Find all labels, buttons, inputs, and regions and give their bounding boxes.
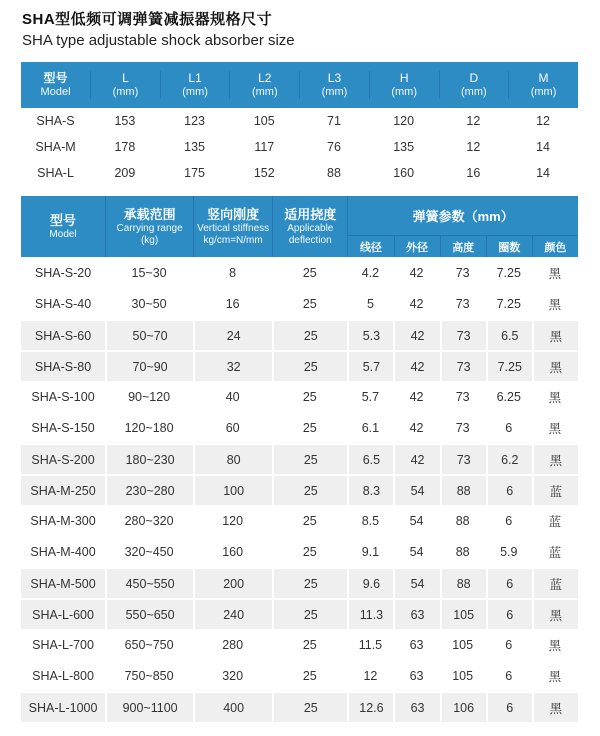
- size-table-body: [21, 108, 578, 186]
- spec-cell-model: SHA-M-250: [30, 483, 96, 498]
- size-cell-H: 120: [393, 114, 415, 128]
- spec-cell-coils: 6: [486, 693, 532, 722]
- spec-cell-deflection: 25: [302, 668, 317, 683]
- spec-cell-stiffness: 320: [222, 668, 244, 683]
- size-table-row: [21, 160, 578, 186]
- spec-cell-carrying-range: 90~120: [128, 389, 171, 404]
- spec-table-row: [21, 257, 578, 288]
- spring-subcol-coils: 圈数: [486, 236, 532, 257]
- size-col-L1: L1 (mm): [160, 71, 230, 99]
- spec-cell-wire-diameter: 5: [366, 296, 374, 311]
- size-table: [21, 62, 578, 186]
- spec-cell-model: SHA-S-80: [34, 359, 92, 374]
- spec-cell-wire-diameter: 11.5: [358, 637, 383, 652]
- spec-cell-color: 黑: [548, 638, 562, 653]
- spec-cell-outer-diameter: 54: [409, 544, 424, 559]
- spec-cell-carrying-range: 50~70: [105, 321, 193, 350]
- spec-cell-coils: 6.25: [496, 389, 521, 404]
- spec-table-header: [21, 196, 578, 257]
- spec-col-applicable-deflection: 适用挠度 Applicable deflection: [272, 196, 347, 257]
- size-cell-L3: 76: [327, 140, 341, 154]
- spec-cell-coils: 6: [505, 668, 513, 683]
- spec-cell-coils: 6: [486, 476, 532, 505]
- size-col-L3: L3 (mm): [299, 71, 369, 99]
- spec-cell-outer-diameter: 42: [409, 389, 424, 404]
- spec-table-row: [21, 660, 578, 691]
- spec-cell-stiffness: 400: [193, 693, 272, 722]
- spec-cell-color: 黑: [532, 445, 578, 474]
- spec-cell-outer-diameter: 63: [393, 693, 439, 722]
- size-cell-M: 14: [536, 140, 550, 154]
- size-table-row: [21, 108, 578, 134]
- spec-cell-coils: 6.5: [486, 321, 532, 350]
- size-col-H: H (mm): [369, 71, 439, 99]
- spec-cell-coils: 7.25: [496, 296, 521, 311]
- spec-cell-height: 73: [455, 296, 470, 311]
- spec-cell-outer-diameter: 42: [393, 321, 439, 350]
- spec-col-model: 型号 Model: [49, 213, 77, 240]
- spec-cell-model: SHA-L-700: [32, 637, 94, 652]
- spec-cell-wire-diameter: 6.5: [347, 445, 393, 474]
- spec-cell-carrying-range: 230~280: [105, 476, 193, 505]
- spec-cell-color: 黑: [532, 693, 578, 722]
- spec-cell-deflection: 25: [302, 637, 317, 652]
- spec-cell-stiffness: 24: [193, 321, 272, 350]
- size-col-L2: L2 (mm): [229, 71, 299, 99]
- spec-cell-color: 蓝: [548, 514, 562, 529]
- spec-cell-color: 黑: [548, 297, 562, 312]
- size-table-row: [21, 134, 578, 160]
- spec-cell-deflection: 25: [302, 544, 317, 559]
- size-cell-L: 209: [114, 166, 136, 180]
- spec-table-row: [21, 288, 578, 319]
- spec-cell-stiffness: 80: [193, 445, 272, 474]
- spec-cell-wire-diameter: 5.3: [347, 321, 393, 350]
- spec-cell-wire-diameter: 12.6: [347, 693, 393, 722]
- spec-table-row: [21, 319, 578, 350]
- spring-subcol-height: 高度: [440, 236, 486, 257]
- size-cell-L2: 117: [254, 140, 275, 154]
- size-cell-L3: 88: [327, 166, 341, 180]
- spec-cell-deflection: 25: [302, 389, 317, 404]
- spec-cell-stiffness: 8: [229, 265, 237, 280]
- spec-cell-carrying-range: 280~320: [124, 513, 174, 528]
- spec-cell-model: SHA-S-40: [34, 296, 92, 311]
- title-block: [0, 0, 600, 52]
- spec-cell-wire-diameter: 8.3: [347, 476, 393, 505]
- spec-cell-color: 黑: [548, 421, 562, 436]
- spec-cell-deflection: 25: [272, 693, 347, 722]
- spec-cell-stiffness: 32: [193, 352, 272, 381]
- spec-cell-height: 73: [455, 389, 470, 404]
- spec-cell-stiffness: 60: [225, 420, 240, 435]
- spec-cell-model: SHA-S-200: [31, 452, 95, 467]
- spec-cell-stiffness: 160: [222, 544, 244, 559]
- spec-col-carrying-range: 承载范围 Carrying range (kg): [105, 196, 193, 257]
- spec-cell-stiffness: 120: [222, 513, 244, 528]
- spec-cell-model: SHA-S-20: [34, 265, 92, 280]
- spec-cell-color: 蓝: [548, 545, 562, 560]
- spec-table-row: [21, 598, 578, 629]
- spec-cell-coils: 6: [505, 420, 513, 435]
- spring-params-subheader: [348, 236, 578, 257]
- spec-cell-outer-diameter: 42: [409, 296, 424, 311]
- spec-cell-height: 105: [452, 637, 474, 652]
- size-cell-L2: 105: [253, 114, 275, 128]
- spec-cell-wire-diameter: 12: [363, 668, 378, 683]
- spec-cell-wire-diameter: 11.3: [347, 600, 393, 629]
- spec-table-row: [21, 412, 578, 443]
- spec-cell-coils: 6.2: [486, 445, 532, 474]
- spec-cell-outer-diameter: 63: [409, 637, 424, 652]
- spec-cell-height: 88: [455, 513, 470, 528]
- spec-cell-wire-diameter: 9.6: [347, 569, 393, 598]
- spec-cell-wire-diameter: 8.5: [361, 513, 380, 528]
- spec-cell-model: SHA-L-600: [32, 607, 94, 622]
- spring-subcol-outer-diameter: 外径: [394, 236, 440, 257]
- size-cell-L1: 123: [184, 114, 206, 128]
- spec-cell-deflection: 25: [272, 445, 347, 474]
- spec-cell-outer-diameter: 42: [393, 352, 439, 381]
- size-cell-H: 160: [393, 166, 415, 180]
- spec-cell-stiffness: 200: [193, 569, 272, 598]
- spec-cell-carrying-range: 180~230: [105, 445, 193, 474]
- spec-cell-carrying-range: 120~180: [124, 420, 174, 435]
- spec-cell-coils: 6: [505, 637, 513, 652]
- spec-cell-model: SHA-L-800: [32, 668, 94, 683]
- spec-cell-height: 105: [452, 668, 474, 683]
- spec-cell-color: 黑: [548, 266, 562, 281]
- spec-cell-deflection: 25: [302, 265, 317, 280]
- spec-cell-carrying-range: 900~1100: [105, 693, 193, 722]
- spec-cell-height: 73: [440, 352, 486, 381]
- spec-cell-deflection: 25: [272, 569, 347, 598]
- spec-cell-carrying-range: 450~550: [105, 569, 193, 598]
- spec-cell-outer-diameter: 54: [409, 513, 424, 528]
- spec-cell-color: 黑: [532, 352, 578, 381]
- size-cell-M: 12: [536, 114, 550, 128]
- spec-cell-color: 黑: [548, 390, 562, 405]
- spec-table-row: [21, 443, 578, 474]
- spec-cell-model: SHA-M-400: [30, 544, 96, 559]
- spec-cell-deflection: 25: [302, 420, 317, 435]
- spec-cell-wire-diameter: 5.7: [347, 352, 393, 381]
- spec-table: [21, 196, 578, 722]
- spec-cell-color: 黑: [532, 600, 578, 629]
- spec-cell-model: SHA-S-150: [31, 420, 95, 435]
- size-col-D: D (mm): [439, 71, 509, 99]
- spring-params-title: 弹簧参数（mm）: [348, 196, 578, 236]
- spec-cell-height: 88: [455, 544, 470, 559]
- spec-table-row: [21, 567, 578, 598]
- spec-cell-color: 蓝: [532, 569, 578, 598]
- spec-cell-deflection: 25: [272, 321, 347, 350]
- spec-cell-coils: 6: [486, 569, 532, 598]
- spec-table-row: [21, 629, 578, 660]
- spec-cell-wire-diameter: 4.2: [361, 265, 380, 280]
- spec-cell-deflection: 25: [272, 352, 347, 381]
- spec-col-spring-params-group: [347, 196, 578, 257]
- spec-cell-coils: 6: [505, 513, 513, 528]
- size-cell-M: 14: [536, 166, 550, 180]
- page-title-english: SHA type adjustable shock absorber size: [22, 32, 295, 49]
- size-cell-L1: 135: [184, 140, 206, 154]
- spec-cell-stiffness: 16: [225, 296, 240, 311]
- spec-cell-height: 73: [440, 445, 486, 474]
- spec-cell-outer-diameter: 42: [409, 265, 424, 280]
- spec-cell-coils: 6: [486, 600, 532, 629]
- size-cell-D: 12: [466, 140, 481, 154]
- spec-cell-deflection: 25: [302, 296, 317, 311]
- spec-cell-carrying-range: 550~650: [105, 600, 193, 629]
- spec-cell-carrying-range: 650~750: [124, 637, 174, 652]
- spec-table-row: [21, 691, 578, 722]
- spec-cell-carrying-range: 30~50: [131, 296, 167, 311]
- spec-cell-model: SHA-M-300: [30, 513, 96, 528]
- spec-cell-outer-diameter: 63: [393, 600, 439, 629]
- spec-cell-height: 88: [440, 476, 486, 505]
- spec-cell-deflection: 25: [302, 513, 317, 528]
- spec-cell-stiffness: 40: [225, 389, 240, 404]
- spec-cell-wire-diameter: 6.1: [361, 420, 380, 435]
- size-col-M: M (mm): [508, 71, 578, 99]
- spec-table-row: [21, 536, 578, 567]
- spec-cell-coils: 5.9: [500, 544, 518, 559]
- spec-cell-height: 73: [455, 420, 470, 435]
- spec-cell-color: 黑: [532, 321, 578, 350]
- size-cell-H: 135: [393, 140, 415, 154]
- spec-cell-height: 106: [440, 693, 486, 722]
- spec-cell-stiffness: 100: [193, 476, 272, 505]
- spec-cell-outer-diameter: 42: [409, 420, 424, 435]
- spec-cell-outer-diameter: 42: [393, 445, 439, 474]
- spec-cell-model: SHA-S-60: [34, 328, 92, 343]
- spec-cell-model: SHA-M-500: [30, 576, 96, 591]
- size-cell-L2: 152: [253, 166, 275, 180]
- spec-cell-height: 88: [440, 569, 486, 598]
- spec-cell-deflection: 25: [272, 600, 347, 629]
- spec-cell-color: 黑: [548, 669, 562, 684]
- size-col-model-zh: 型号: [43, 71, 68, 85]
- spec-cell-stiffness: 240: [193, 600, 272, 629]
- spec-cell-wire-diameter: 5.7: [361, 389, 380, 404]
- size-cell-D: 12: [466, 114, 481, 128]
- spec-cell-height: 73: [440, 321, 486, 350]
- spec-table-row: [21, 350, 578, 381]
- spec-cell-outer-diameter: 54: [393, 569, 439, 598]
- size-table-header: [21, 62, 578, 108]
- size-cell-L1: 175: [184, 166, 206, 180]
- spec-table-body: [21, 257, 578, 722]
- spec-cell-stiffness: 280: [222, 637, 244, 652]
- spec-cell-coils: 7.25: [496, 265, 521, 280]
- spec-cell-model: SHA-L-1000: [28, 700, 98, 715]
- spec-cell-outer-diameter: 54: [393, 476, 439, 505]
- spec-cell-carrying-range: 15~30: [131, 265, 167, 280]
- spec-cell-carrying-range: 750~850: [124, 668, 174, 683]
- size-cell-model: SHA-S: [36, 114, 75, 128]
- spec-cell-wire-diameter: 9.1: [361, 544, 380, 559]
- page-title-chinese: SHA型低频可调弹簧减振器规格尺寸: [22, 11, 273, 28]
- size-cell-model: SHA-M: [35, 140, 76, 154]
- spec-cell-carrying-range: 70~90: [105, 352, 193, 381]
- size-cell-L: 178: [114, 140, 136, 154]
- spec-cell-carrying-range: 320~450: [124, 544, 174, 559]
- size-cell-model: SHA-L: [37, 166, 74, 180]
- spec-cell-deflection: 25: [272, 476, 347, 505]
- spring-subcol-wire-diameter: 线径: [359, 241, 382, 254]
- spring-subcol-color: 颜色: [532, 236, 578, 257]
- size-cell-L3: 71: [327, 114, 341, 128]
- size-cell-D: 16: [466, 166, 481, 180]
- spec-table-row: [21, 505, 578, 536]
- spec-table-row: [21, 381, 578, 412]
- spec-cell-color: 蓝: [532, 476, 578, 505]
- size-col-model-en: Model: [40, 86, 71, 98]
- size-cell-L: 153: [114, 114, 136, 128]
- spec-cell-height: 73: [455, 265, 470, 280]
- spec-cell-model: SHA-S-100: [31, 389, 95, 404]
- spec-cell-coils: 7.25: [486, 352, 532, 381]
- spec-cell-outer-diameter: 63: [409, 668, 424, 683]
- size-col-L: L (mm): [90, 71, 160, 99]
- size-col-model: [21, 71, 90, 99]
- spec-cell-height: 105: [440, 600, 486, 629]
- spec-col-vertical-stiffness: 竖向刚度 Vertical stiffness kg/cm=N/mm: [193, 196, 272, 257]
- spec-table-row: [21, 474, 578, 505]
